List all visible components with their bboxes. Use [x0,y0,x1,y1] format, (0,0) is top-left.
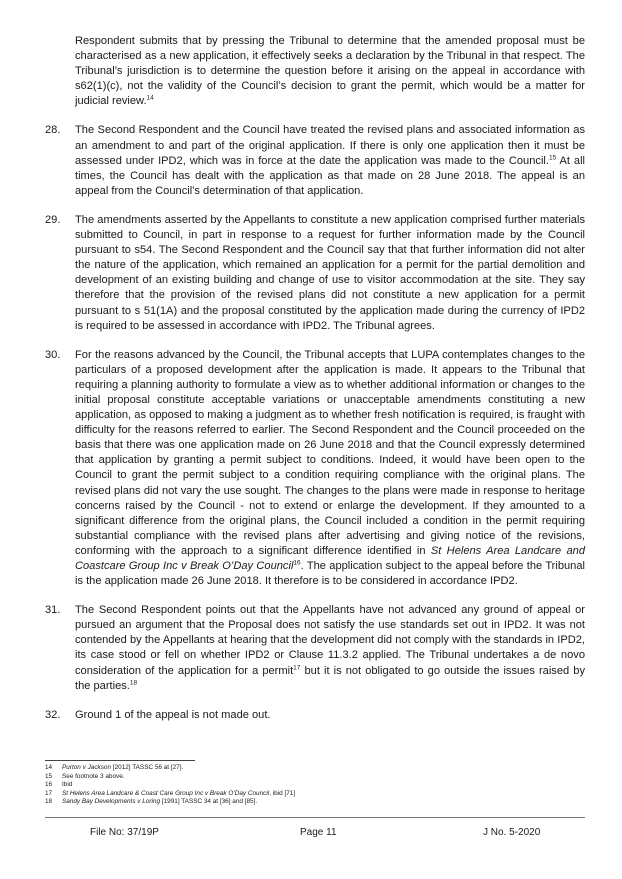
paragraph-text-b: . The application subject to the appeal before the Tribunal is the application made 26 June 2018. It therefore is to be considered in accordance IPD2. [75,560,585,588]
paragraph-text [75,123,585,198]
paragraph-number: 32. [45,708,61,721]
footnote-15 [45,773,585,782]
footnotes [45,760,585,807]
footnote-14 [45,764,585,773]
footnote-divider [45,760,195,761]
paragraph-text [75,603,585,694]
footnote-ref-15[interactable]: 15 [548,153,557,161]
paragraph-text-a: For the reasons advanced by the Council, the Tribunal accepts that LUPA contemplates changes to the particulars of a proposed development after the application is made. It appears to the Tribunal that requiring a planning authority to formulate a view as to whether additional information or changes to the initial proposal constitute acceptable variations or unacceptable amendments constituting a new application, as opposed to making a judgment as to whether fresh notification is required, is fraught with difficulty for the reasons referred to earlier. The Second Respondent and the Council proceeded on the basis that there was one application made on 26 June 2018 and that the Council expressly determined that application by granting a permit subject to conditions. Indeed, it would have been open to the Council to grant the permit subject to a condition requiring compliance with the original plans. The revised plans did not vary the use sought. The changes to the plans were made in response to heritage concerns raised by the Council - not to extend or enlarge the development. If they amounted to a significant difference from the original plans, the Council included a condition in the permit requiring substantial compliance with the revised plans after advertising and giving notice of the revisions, conforming with the approach to a significant difference identified in [75,348,585,557]
footnote-ref-16[interactable]: 16 [293,559,301,567]
footer-file-number: File No: 37/19P [90,827,159,838]
footer-judgment-number: J No. 5-2020 [483,827,541,838]
body-text [45,34,585,723]
paragraph-31 [45,603,585,694]
intro-paragraph [75,34,585,109]
paragraph-text [75,708,585,723]
footnote-ref-18[interactable]: 18 [129,678,138,686]
footnote-ref-14[interactable]: 14 [146,94,154,102]
footnote-17 [45,790,585,799]
paragraph-text-a: The amendments asserted by the Appellants to constitute a new application comprised further materials submitted to Council, in part in response to a request for further information made by the Council pursuant to s54. The Second Respondent and the Council say that that further information did not alter the nature of the application, which remained an application for a permit for the partial demolition and development of an existing building and change of use to visitor accommodation at the site. They say therefore that the provision of the revised plans did not constitute a new application for a permit pursuant to s 51(1A) and the proposal constituted by the application made during the currency of IPD2 is required to be assessed in accordance with IPD2. The Tribunal agrees. [75,213,585,332]
intro-text: Respondent submits that by pressing the Tribunal to determine that the amended proposal must be characterised as a new application, it effectively seeks a declaration by the Tribunal in that respect. The Tribunal’s jurisdiction is to determine the question before it arising on the appeal in accordance with s62(1)(c), not the validity of the Council’s decision to grant the permit, which would be a matter for judicial review. [75,35,585,108]
paragraph-number: 31. [45,604,61,617]
footer-divider [45,817,585,818]
paragraph-29 [45,213,585,334]
paragraph-30 [45,348,585,590]
paragraph-text-b: At all times, the Council has dealt with the application as that made on 28 June 2018. The appeal is an appeal from the Council’s determination of that application. [75,154,585,197]
footnote-text: Ibid [62,781,73,789]
footnote-number: 14 [45,764,53,771]
footnote-ref-17[interactable]: 17 [293,663,301,671]
footnote-16 [45,781,585,790]
footnote-citation: Sandy Bay Developments v Loring [62,798,161,806]
footnote-text: [2012] TASSC 56 at [27]. [111,764,184,771]
footnote-number: 15 [45,772,53,780]
footnote-text: See footnote 3 above. [62,772,125,780]
footnote-number: 18 [45,798,53,806]
footnote-citation: St Helens Area Landcare & Coast Care Group Inc v Break O’Day Council [62,789,270,797]
footnote-18 [45,798,585,807]
case-citation: St Helens Area Landcare and Coastcare Group Inc v Break O’Day Council [75,544,585,572]
footnote-text: , ibid [71] [269,789,296,797]
paragraph-text [75,348,585,590]
paragraph-number: 29. [45,213,61,226]
paragraph-number: 30. [45,348,61,361]
paragraph-text-b: but it is not obligated to go outside the issues raised by the parties. [75,664,585,692]
footnote-text: [1991] TASSC 34 at [36] and [85]. [160,798,258,806]
paragraph-text-a: The Second Respondent points out that the Appellants have not advanced any ground of appeal or pursued an argument that the Proposal does not satisfy the use standards set out in IPD2. It was not contended by the Appellants at hearing that the development did not comply with the standards in IPD2, its case stood or fell on whether IPD2 or Clause 11.3.2 applied. The Tribunal undertakes a de novo consideration of the application for a permit [75,604,585,677]
paragraph-number: 28. [45,124,61,137]
footnote-number: 17 [45,789,53,797]
footnote-citation: Purton v Jackson [62,764,112,771]
paragraph-text-a: Ground 1 of the appeal is not made out. [75,708,271,721]
paragraph-32 [45,708,585,723]
paragraph-text [75,213,585,334]
footer-page-number: Page 11 [300,827,337,838]
paragraph-text-a: The Second Respondent and the Council have treated the revised plans and associated information as an amendment to and part of the original application. If there is only one application then it must be assessed under IPD2, which was in force at the date the application was made to the Council. [75,124,585,167]
footnote-number: 16 [45,781,53,789]
paragraph-28 [45,123,585,198]
